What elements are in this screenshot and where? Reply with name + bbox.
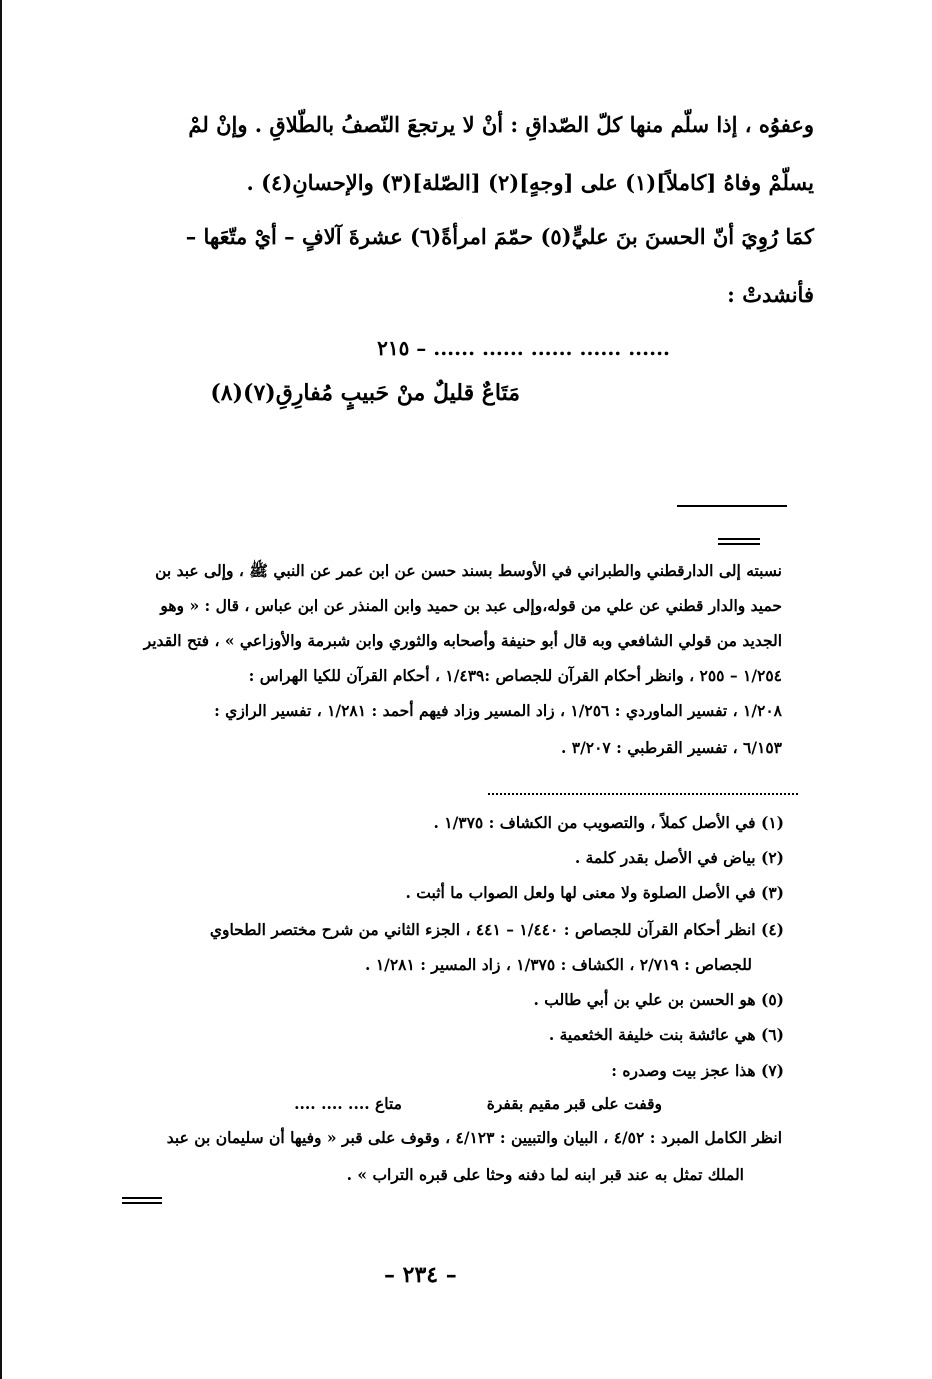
footnote-7: (٧) هذا عجز بيت وصدره : [611,1061,784,1080]
text-separator-rule [677,505,787,507]
footnote-continued-line-3: الجديد من قولي الشافعي وبه قال أبو حنيفة وأصحابه والثوري وابن شبرمة والأوزاعي » ، فتح القدير [143,631,782,650]
main-text-line-1: وعفوُه ، إذا سلّم منها كلّ الصّداقِ : أنْ لا يرتجعَ النّصفُ بالطّلاقِ . وإنْ لمْ [188,112,814,137]
footnote-4: (٤) انظر أحكام القرآن للجصاص : ١/٤٤٠ – ٤٤١ ، الجزء الثاني من شرح مختصر الطحاوي [209,920,784,939]
scan-edge [0,0,2,1379]
main-text-line-4: فأنشدتْ : [727,282,814,307]
footnote-4-continued: للجصاص : ٢/٧١٩ ، الكشاف : ١/٣٧٥ ، زاد المسير : ١/٢٨١ . [365,955,752,974]
quoted-verse-left-hemistich: متاع .... .... .... [294,1094,402,1113]
main-text-line-2: يسلّمْ وفاهُ [كاملاً](١) على [وجهٍ](٢) [الصّلة](٣) والإحسانِ(٤) . [246,170,814,195]
footnote-6: (٦) هي عائشة بنت خليفة الخثعمية . [548,1025,784,1044]
footnote-continued-line-4: ١/٢٥٤ – ٢٥٥ ، وانظر أحكام القرآن للجصاص :١/٤٣٩ ، أحكام القرآن للكيا الهراس : [248,666,782,685]
footnote-2: (٢) بياض في الأصل بقدر كلمة . [574,848,784,867]
footnote-8-line-1: انظر الكامل المبرد : ٤/٥٢ ، البيان والتبيين : ٤/١٢٣ ، وقوف على قبر « وفيها أن سليمان بن عبد [166,1128,782,1147]
verse-number-line: ٢١٥ – ...... ...... ...... ...... ...... [377,336,670,360]
footnote-dotted-separator [488,793,798,795]
footnote-continued-line-5: ١/٢٠٨ ، تفسير الماوردي : ١/٢٥٦ ، زاد المسير وزاد فيهم أحمد : ١/٢٨١ ، تفسير الرازي : [214,701,782,720]
footnote-continued-line-6: ٦/١٥٣ ، تفسير القرطبي : ٣/٢٠٧ . [560,738,782,757]
footnote-8-line-2: الملك تمثل به عند قبر ابنه لما دفنه وحثا على قبره التراب » . [346,1165,744,1184]
footnote-continued-line-2: حميد والدار قطني عن علي من قوله،وإلى عبد بن حميد وابن المنذر عن ابن عباس ، قال : « وهو [160,596,782,615]
page-number: – ٢٣٤ – [384,1262,457,1288]
footnote-end-marker [122,1197,162,1204]
verse-hemistich: مَتَاعٌ قليلٌ منْ حَبيبٍ مُفارِقِ(٧)(٨) [210,380,520,406]
quoted-verse-right-hemistich: وقفت على قبر مقيم بقفرة [486,1094,662,1113]
footnote-1: (١) في الأصل كملاً ، والتصويب من الكشاف : ١/٣٧٥ . [433,813,784,832]
footnote-5: (٥) هو الحسن بن علي بن أبي طالب . [533,990,784,1009]
footnote-continued-line-1: نسبته إلى الدارقطني والطبراني في الأوسط بسند حسن عن ابن عمر عن النبي ﷺ ، وإلى عبد بن [155,561,782,580]
footnote-start-marker [718,538,760,545]
footnote-3: (٣) في الأصل الصلوة ولا معنى لها ولعل الصواب ما أثبت . [405,883,784,902]
main-text-line-3: كمَا رُوِيَ أنّ الحسنَ بنَ عليٍّ(٥) حمّمَ امرأةً(٦) عشرةَ آلافٍ – أيْ متّعَها – [185,224,814,249]
